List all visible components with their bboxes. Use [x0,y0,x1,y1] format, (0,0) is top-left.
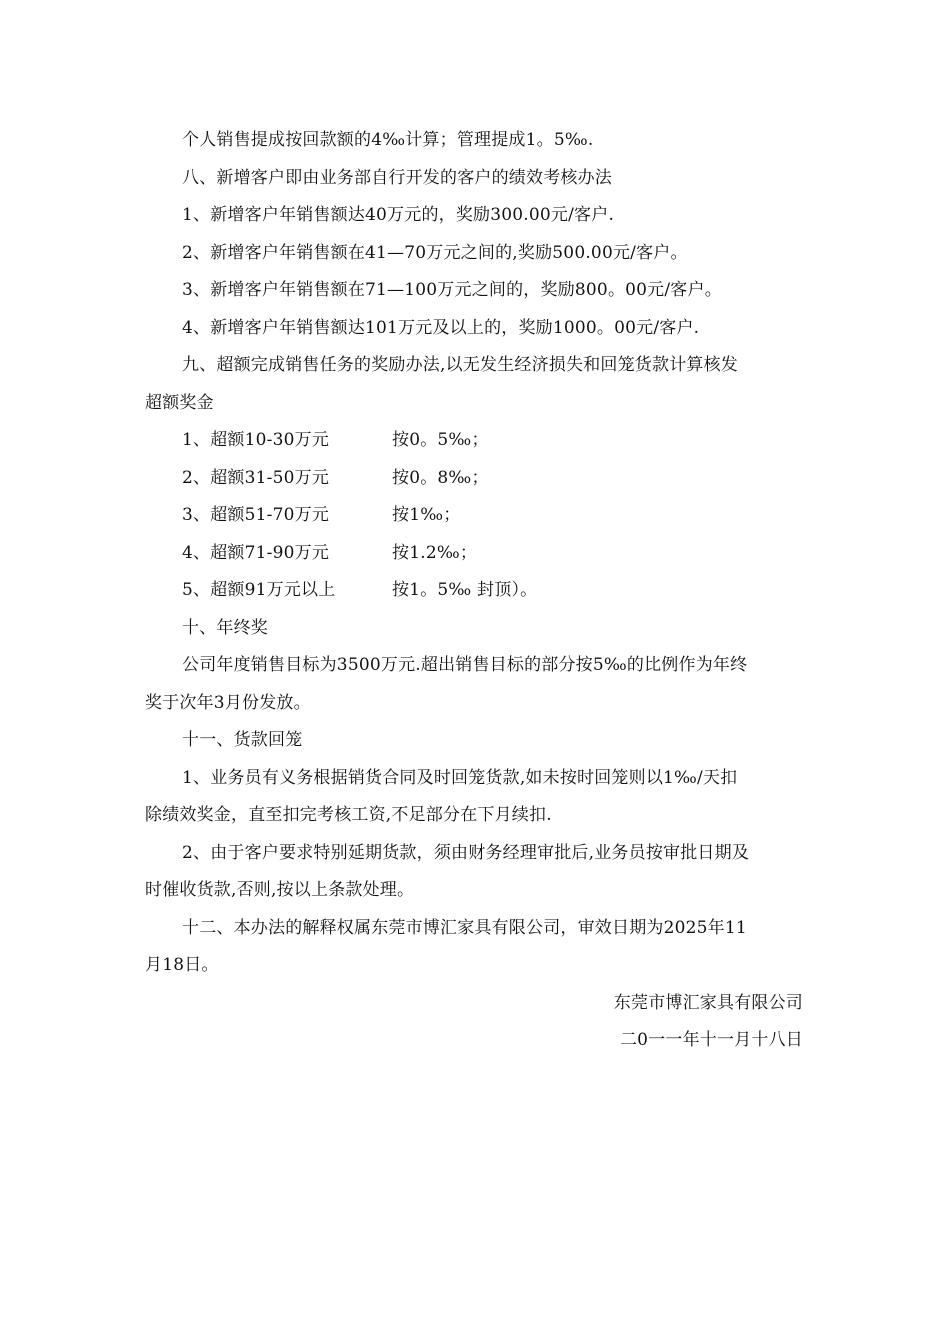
text-line: 1、业务员有义务根据销货合同及时回笼货款,如未按时回笼则以1‰/天扣 [182,767,738,788]
text-line: 除绩效奖金，直至扣完考核工资,不足部分在下月续扣. [145,805,552,825]
tier-rate: 按0。8‰； [392,467,489,488]
bonus-tier [145,497,805,535]
text-line: 奖于次年3月份发放。 [145,692,311,713]
bonus-tier [145,572,805,610]
text-line: 2、新增客户年销售额在41—70万元之间的,奖励500.00元/客户。 [182,242,688,263]
text-line: 3、新增客户年销售额在71—100万元之间的，奖励800。00元/客户。 [182,280,722,300]
tier-rate: 按1.2‰； [392,542,478,563]
bonus-tier [145,460,805,498]
bonus-tier [145,422,805,460]
text-line: 公司年度销售目标为3500万元.超出销售目标的部分按5‰的比例作为年终 [182,655,748,675]
text-line: 月18日。 [145,955,219,975]
tier-rate: 按1。5‰ 封顶）。 [392,580,538,600]
text-line: 1、新增客户年销售额达40万元的，奖励300.00元/客户. [182,205,615,225]
section-heading-10: 十、年终奖 [182,617,268,638]
bonus-tier [145,535,805,573]
section-heading-8: 八、新增客户即由业务部自行开发的客户的绩效考核办法 [182,167,612,188]
signature-date: 二0一一年十一月十八日 [619,1030,803,1050]
tier-rate: 按1‰； [392,505,461,525]
tier-range: 2、超额31-50万元 [182,467,330,488]
text-line: 2、由于客户要求特别延期货款，须由财务经理审批后,业务员按审批日期及 [182,842,750,863]
text-line: 4、新增客户年销售额达101万元及以上的，奖励1000。00元/客户. [182,317,700,338]
tier-range: 1、超额10-30万元 [182,430,330,450]
tier-range: 4、超额71-90万元 [182,542,330,563]
tier-range: 5、超额91万元以上 [182,580,336,600]
tier-range: 3、超额51-70万元 [182,505,330,525]
text-line: 时催收货款,否则,按以上条款处理。 [145,880,415,900]
section-heading-9: 九、超额完成销售任务的奖励办法,以无发生经济损失和回笼货款计算核发 [182,355,739,375]
text-line: 个人销售提成按回款额的4‰计算；管理提成1。5‰. [182,130,594,150]
section-heading-11: 十一、货款回笼 [182,730,303,750]
tier-rate: 按0。5‰； [392,430,489,450]
section-heading-12: 十二、本办法的解释权属东莞市博汇家具有限公司，审效日期为2025年11 [182,917,747,938]
text-line: 超额奖金 [145,392,214,413]
document-body [145,122,805,1060]
signature-company: 东莞市博汇家具有限公司 [613,992,803,1013]
